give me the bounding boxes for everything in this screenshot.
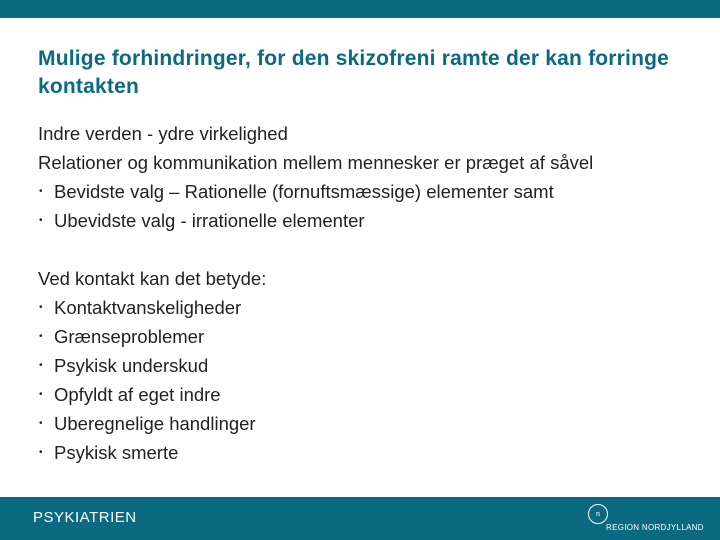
region-nordjylland-logo xyxy=(588,504,713,534)
footer-bar xyxy=(0,497,720,540)
list-item-text: Uberegnelige handlinger xyxy=(54,413,256,434)
list-item xyxy=(38,438,698,467)
region-nordjylland-text: REGION NORDJYLLAND xyxy=(606,523,704,532)
slide-title: Mulige forhindringer, for den skizofreni ramte der kan forringe kontakten xyxy=(38,47,670,98)
bullet-icon: • xyxy=(39,302,43,313)
bullet-icon: • xyxy=(39,215,43,226)
list-item-text: Ubevidste valg - irrationelle elementer xyxy=(54,210,365,231)
list-item-text: Psykisk smerte xyxy=(54,442,179,463)
bullet-icon: • xyxy=(39,447,43,458)
bullet-icon: • xyxy=(39,331,43,342)
list-item xyxy=(38,409,698,438)
list-item xyxy=(38,293,698,322)
bullet-icon: • xyxy=(39,418,43,429)
spacer xyxy=(38,235,698,264)
list-item-text: Grænseproblemer xyxy=(54,326,205,347)
region-emblem-icon: n xyxy=(588,504,608,524)
list-item-text: Bevidste valg – Rationelle (fornuftsmæssige) elementer samt xyxy=(54,181,554,202)
intro-line-1: Indre verden - ydre virkelighed xyxy=(38,123,288,144)
intro-line-2: Relationer og kommunikation mellem mennesker er præget af såvel xyxy=(38,152,594,173)
list-item-text: Kontaktvanskeligheder xyxy=(54,297,242,318)
list-item xyxy=(38,177,698,206)
list-item-text: Psykisk underskud xyxy=(54,355,209,376)
bullet-icon: • xyxy=(39,389,43,400)
section-heading: Ved kontakt kan det betyde: xyxy=(38,268,267,289)
bullet-icon: • xyxy=(39,186,43,197)
list-item xyxy=(38,322,698,351)
list-item xyxy=(38,380,698,409)
slide-body xyxy=(38,119,698,467)
top-accent-bar xyxy=(0,0,720,18)
list-item xyxy=(38,351,698,380)
list-item-text: Opfyldt af eget indre xyxy=(54,384,221,405)
psykiatrien-logo-text: PSYKIATRIEN xyxy=(33,509,137,526)
list-item xyxy=(38,206,698,235)
bullet-icon: • xyxy=(39,360,43,371)
